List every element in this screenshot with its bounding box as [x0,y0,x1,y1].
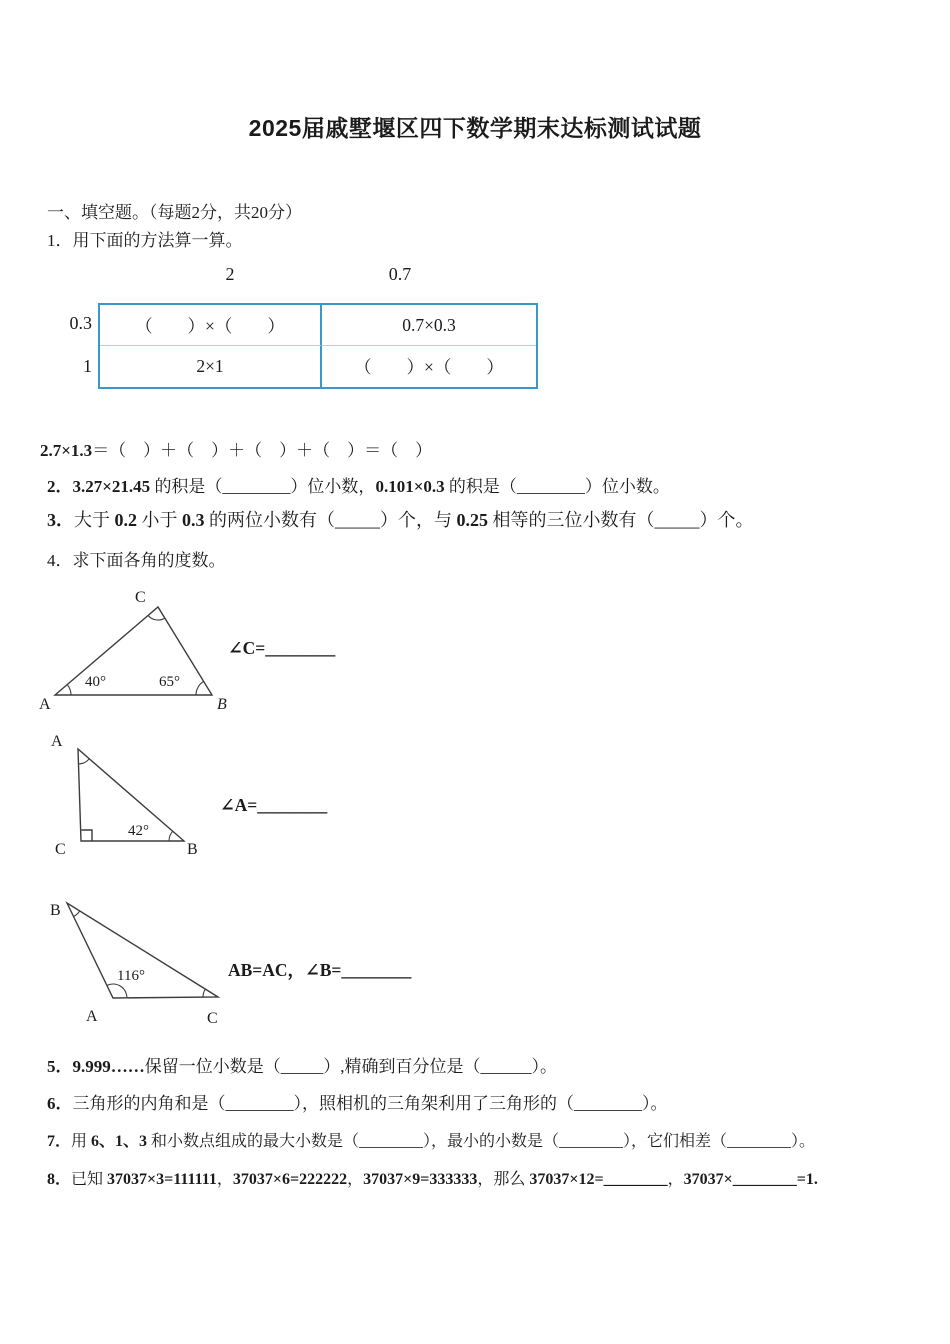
triangle-figure-3 [30,893,250,1028]
table-cell: 0.7×0.3 [322,305,536,346]
table-cell: （ ）×（ ） [354,357,504,377]
question-3: 3．大于 0.2 小于 0.3 的两位小数有（_____）个，与 0.25 相等的三位小数有（_____）个。 [47,510,754,530]
table-cell: （ ）×（ ） [100,305,322,346]
section-heading: 一、填空题。（每题2分，共20分） [47,203,302,222]
vertex-label-b: B [187,841,198,858]
question-1: 1．用下面的方法算一算。 [47,231,243,250]
multiplication-table [98,303,538,389]
vertex-label-a: A [86,1008,98,1025]
question-5: 5．9.999……保留一位小数是（_____）,精确到百分位是（______）。 [47,1057,557,1076]
table-cell: 2×1 [100,346,322,387]
table-row-header-2: 1 [83,356,92,376]
vertex-label-a: A [51,733,63,750]
question-1-expression: 2.7×1.3＝（ ）＋（ ）＋（ ）＋（ ）＝（ ） [40,441,433,460]
angle-label-40: 40° [85,674,106,690]
answer-angle-a: ∠A=________ [220,795,328,815]
question-8: 8．已知 37037×3=111111，37037×6=222222，37037×9=333333，那么 37037×12=________，37037×________=1. [47,1171,818,1188]
page-title: 2025届戚墅堰区四下数学期末达标测试试题 [248,115,702,141]
triangle-figure-1 [35,588,235,713]
question-7: 7．用 6、1、3 和小数点组成的最大小数是（________），最小的小数是（________），它们相差（________）。 [47,1133,816,1150]
question-2: 2．3.27×21.45 的积是（________）位小数，0.101×0.3 的积是（________）位小数。 [47,477,670,496]
triangle-figure-2 [45,733,215,858]
vertex-label-b: B [50,902,61,919]
answer-angle-c: ∠C=________ [228,638,336,658]
vertex-label-c: C [135,589,146,606]
angle-label-116: 116° [117,968,145,984]
table-row-header-1: 0.3 [69,313,92,333]
vertex-label-a: A [39,696,51,713]
angle-label-42: 42° [128,823,149,839]
angle-label-65: 65° [159,674,180,690]
vertex-label-c: C [207,1010,218,1027]
question-6: 6．三角形的内角和是（________），照相机的三角架利用了三角形的（________）。 [47,1094,668,1113]
table-col-header-1: 2 [225,264,235,284]
vertex-label-c: C [55,841,66,858]
vertex-label-b: B [217,696,227,713]
table-col-header-2: 0.7 [388,264,412,284]
answer-angle-b: AB=AC，∠B=________ [228,960,412,980]
question-4: 4．求下面各角的度数。 [47,551,226,570]
